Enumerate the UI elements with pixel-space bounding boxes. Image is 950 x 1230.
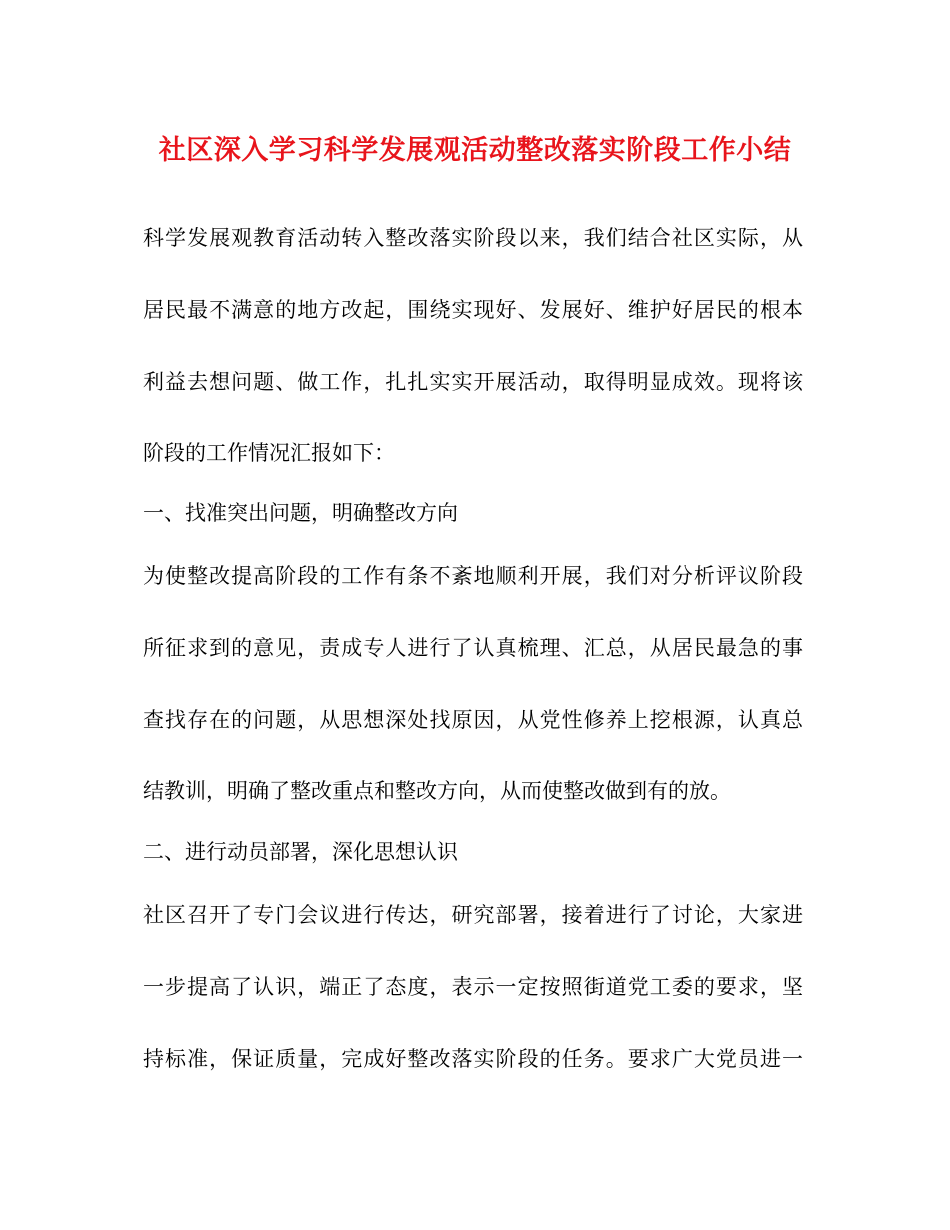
paragraph-line: 为使整改提高阶段的工作有条不紊地顺利开展，我们对分析评议阶段	[143, 564, 803, 588]
paragraph-line: 科学发展观教育活动转入整改落实阶段以来，我们结合社区实际，从	[143, 226, 803, 250]
paragraph-line: 社区召开了专门会议进行传达，研究部署，接着进行了讨论，大家进	[143, 903, 803, 927]
paragraph-line: 居民最不满意的地方改起，围绕实现好、发展好、维护好居民的根本	[143, 298, 803, 322]
paragraph-line: 结教训，明确了整改重点和整改方向，从而使整改做到有的放。	[143, 779, 731, 803]
paragraph-line: 持标准，保证质量，完成好整改落实阶段的任务。要求广大党员进一	[143, 1047, 803, 1071]
paragraph-line: 利益去想问题、做工作，扎扎实实开展活动，取得明显成效。现将该	[143, 370, 803, 394]
section-heading-2: 二、进行动员部署，深化思想认识	[143, 840, 458, 864]
document-title: 社区深入学习科学发展观活动整改落实阶段工作小结	[158, 135, 792, 166]
section-heading-1: 一、找准突出问题，明确整改方向	[143, 501, 458, 525]
paragraph-line: 阶段的工作情况汇报如下：	[143, 441, 395, 465]
paragraph-line: 一步提高了认识，端正了态度，表示一定按照街道党工委的要求，坚	[143, 975, 803, 999]
paragraph-line: 查找存在的问题，从思想深处找原因，从党性修养上挖根源，认真总	[143, 708, 803, 732]
paragraph-line: 所征求到的意见，责成专人进行了认真梳理、汇总，从居民最急的事	[143, 636, 803, 660]
